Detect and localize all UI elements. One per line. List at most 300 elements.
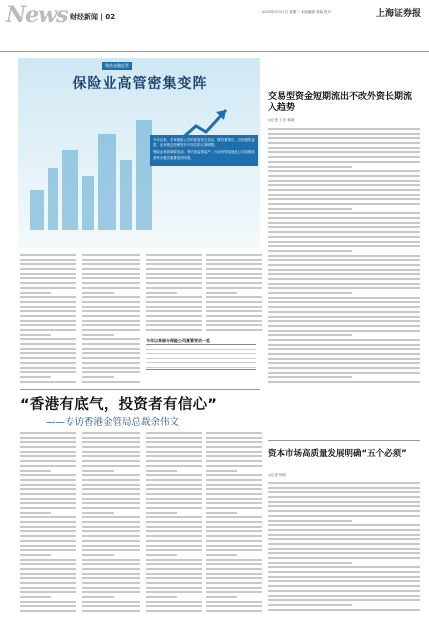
table-title: 今年以来部分保险公司高管变动一览 (146, 338, 210, 343)
story-headline: 资本市场高质量发展明确“五个必须” (268, 449, 407, 459)
text-line (82, 498, 140, 500)
text-line (268, 175, 420, 177)
text-line (82, 367, 140, 369)
masthead-logo: News (6, 2, 68, 28)
text-line (20, 334, 51, 336)
text-line (206, 441, 262, 443)
text-line (82, 605, 140, 607)
text-line (206, 535, 262, 537)
text-line (206, 512, 237, 514)
text-line (20, 320, 76, 322)
text-line (268, 283, 420, 285)
text-line (268, 203, 420, 205)
text-line (82, 493, 140, 495)
text-line (20, 474, 76, 476)
text-line (268, 562, 352, 564)
text-line (82, 545, 140, 547)
text-line (268, 194, 420, 196)
text-line (268, 580, 420, 582)
text-line (268, 264, 420, 266)
text-line (206, 540, 262, 542)
text-line (146, 502, 202, 504)
text-line (82, 320, 140, 322)
text-line (268, 599, 420, 601)
text-line (20, 573, 76, 575)
lead-subheadline: ——专访香港金管局总裁余伟文 (46, 417, 180, 428)
text-line (268, 320, 420, 322)
text-line (146, 488, 202, 490)
text-line (268, 231, 420, 233)
text-line (82, 296, 140, 298)
text-line (268, 184, 420, 186)
text-line (82, 516, 140, 518)
text-line (20, 610, 76, 612)
text-line (20, 292, 51, 294)
text-line (268, 297, 420, 299)
text-line (268, 595, 420, 597)
text-line (20, 512, 51, 514)
text-line (268, 147, 420, 149)
story-body-filler (20, 254, 76, 386)
text-line (268, 538, 420, 540)
text-line (146, 310, 202, 312)
text-line (146, 263, 202, 265)
text-line (268, 609, 420, 611)
text-line (268, 367, 420, 369)
text-line (268, 212, 420, 214)
table-row (146, 363, 256, 368)
text-line (268, 156, 420, 158)
text-line (146, 507, 202, 509)
text-line (146, 610, 202, 612)
newspaper-name: 上海证券报 (375, 9, 421, 19)
text-line (268, 491, 420, 493)
text-line (206, 577, 262, 579)
text-line (268, 330, 420, 332)
text-line (146, 545, 202, 547)
text-line (206, 493, 262, 495)
text-line (268, 269, 420, 271)
text-line (268, 151, 420, 153)
skyline-building (62, 150, 78, 230)
story-body-filler (82, 254, 140, 386)
text-line (206, 530, 262, 532)
story-body-filler (146, 254, 202, 334)
divider (268, 440, 420, 441)
text-line (268, 236, 420, 238)
text-line (206, 605, 262, 607)
text-line (206, 559, 262, 561)
text-line (20, 348, 76, 350)
text-line (146, 292, 177, 294)
text-line (206, 254, 262, 256)
text-line (146, 568, 202, 570)
text-line (206, 306, 262, 308)
text-line (268, 273, 420, 275)
text-line (268, 287, 420, 289)
text-line (82, 273, 140, 275)
text-line (206, 292, 237, 294)
text-line (20, 545, 76, 547)
text-line (20, 446, 76, 448)
text-line (82, 526, 140, 528)
text-line (146, 329, 202, 331)
text-line (82, 559, 140, 561)
text-line (146, 301, 202, 303)
text-line (82, 455, 140, 457)
text-line (268, 259, 420, 261)
text-line (82, 306, 140, 308)
feature-headline: 保险业高管密集变阵 (72, 76, 208, 92)
text-line (268, 566, 420, 568)
text-line (146, 540, 202, 542)
text-line (20, 381, 76, 383)
text-line (20, 526, 76, 528)
text-line (146, 587, 202, 589)
text-line (268, 217, 420, 219)
text-line (268, 245, 420, 247)
text-line (20, 484, 76, 486)
section-label: 财经新闻 | 02 (70, 13, 116, 21)
text-line (206, 455, 262, 457)
text-line (206, 591, 262, 593)
text-line (20, 465, 76, 467)
text-line (268, 529, 420, 531)
text-line (268, 292, 352, 294)
text-line (20, 263, 76, 265)
story-body-filler (146, 432, 202, 618)
text-line (82, 268, 140, 270)
text-line (20, 559, 76, 561)
text-line (20, 470, 51, 472)
text-line (82, 573, 140, 575)
text-line (146, 460, 202, 462)
text-line (146, 277, 202, 279)
text-line (206, 277, 262, 279)
text-line (206, 582, 262, 584)
text-line (82, 329, 140, 331)
text-line (82, 287, 140, 289)
text-line (146, 516, 202, 518)
text-line (20, 479, 76, 481)
text-line (82, 292, 114, 294)
text-line (268, 311, 420, 313)
text-line (146, 563, 202, 565)
text-line (82, 535, 140, 537)
text-line (82, 315, 140, 317)
text-line (20, 460, 76, 462)
text-line (206, 521, 262, 523)
text-line (206, 549, 262, 551)
text-line (20, 371, 76, 373)
text-line (268, 381, 420, 383)
text-line (146, 601, 202, 603)
text-line (268, 255, 420, 257)
dateline: 2020年5月27日 星期三 本版编辑 美编 校对 (262, 10, 332, 14)
text-line (146, 549, 202, 551)
text-line (20, 563, 76, 565)
text-line (268, 142, 420, 144)
text-line (206, 573, 262, 575)
text-line (20, 498, 76, 500)
text-line (206, 301, 262, 303)
story-body-filler (268, 482, 420, 618)
text-line (20, 338, 76, 340)
skyline-building (30, 190, 44, 230)
executive-change-table (146, 344, 256, 370)
text-line (268, 501, 420, 503)
text-line (206, 273, 262, 275)
text-line (20, 352, 76, 354)
text-line (82, 591, 140, 593)
text-line (20, 587, 76, 589)
text-line (82, 352, 140, 354)
text-line (82, 549, 140, 551)
text-line (20, 554, 51, 556)
text-line (82, 451, 140, 453)
text-line (206, 263, 262, 265)
story-body-filler (82, 432, 140, 618)
text-line (20, 441, 76, 443)
text-line (268, 306, 420, 308)
text-line (268, 524, 420, 526)
text-line (146, 259, 202, 261)
text-line (20, 451, 76, 453)
skyline-building (98, 134, 116, 230)
text-line (268, 604, 352, 606)
text-line (146, 493, 202, 495)
text-line (146, 465, 202, 467)
text-line (268, 496, 420, 498)
text-line (268, 482, 420, 484)
text-line (206, 446, 262, 448)
text-line (206, 498, 262, 500)
text-line (206, 484, 262, 486)
text-line (82, 582, 140, 584)
text-line (82, 587, 140, 589)
text-line (146, 479, 202, 481)
text-line (82, 530, 140, 532)
text-line (268, 557, 420, 559)
text-line (206, 507, 262, 509)
text-line (268, 180, 420, 182)
text-line (268, 520, 352, 522)
text-line (206, 432, 262, 434)
text-line (206, 526, 262, 528)
text-line (268, 222, 420, 224)
text-line (268, 585, 420, 587)
text-line (82, 343, 140, 345)
text-line (146, 446, 202, 448)
text-line (268, 250, 352, 252)
text-line (20, 516, 76, 518)
text-line (146, 554, 177, 556)
text-line (268, 353, 420, 355)
text-line (146, 296, 202, 298)
story-body-filler (206, 254, 262, 334)
text-line (20, 568, 76, 570)
text-line (82, 362, 140, 364)
text-line (268, 348, 420, 350)
text-line (268, 339, 420, 341)
text-line (268, 510, 420, 512)
text-line (268, 362, 420, 364)
feature-callout (150, 135, 258, 166)
text-line (268, 278, 420, 280)
text-line (82, 263, 140, 265)
text-line (20, 296, 76, 298)
text-line (268, 590, 420, 592)
text-line (146, 573, 202, 575)
text-line (20, 324, 76, 326)
feature-kicker: 聚焦金融监管 (102, 62, 132, 70)
callout-paragraph: 今年以来，多家保险公司的高管发生变动，既有董事长、总经理的更替，也有副总经理等多个岗位的人事调整。 (153, 138, 255, 148)
text-line (268, 316, 420, 318)
skyline-building (120, 160, 132, 230)
text-line (20, 549, 76, 551)
text-line (206, 596, 237, 598)
text-line (82, 610, 140, 612)
text-line (146, 282, 202, 284)
text-line (206, 587, 262, 589)
text-line (206, 488, 262, 490)
story-byline: ◎记者 王彦 林淑 (268, 118, 295, 122)
text-line (206, 259, 262, 261)
lead-headline: “香港有底气，投资者有信心” (20, 397, 218, 413)
text-line (206, 282, 262, 284)
text-line (146, 474, 202, 476)
text-line (146, 437, 202, 439)
text-line (82, 277, 140, 279)
masthead (0, 0, 429, 52)
text-line (20, 259, 76, 261)
text-line (206, 610, 262, 612)
text-line (82, 502, 140, 504)
text-line (82, 446, 140, 448)
text-line (20, 367, 76, 369)
text-line (20, 540, 76, 542)
text-line (20, 437, 76, 439)
text-line (20, 591, 76, 593)
text-line (20, 530, 76, 532)
text-line (20, 306, 76, 308)
text-line (20, 376, 51, 378)
text-line (82, 371, 140, 373)
text-line (146, 273, 202, 275)
text-line (146, 512, 177, 514)
text-line (82, 460, 140, 462)
text-line (268, 198, 420, 200)
text-line (146, 530, 202, 532)
text-line (146, 432, 202, 434)
text-line (146, 484, 202, 486)
text-line (20, 507, 76, 509)
text-line (146, 605, 202, 607)
text-line (206, 470, 237, 472)
text-line (82, 474, 140, 476)
divider (20, 389, 260, 390)
text-line (146, 306, 202, 308)
text-line (20, 254, 76, 256)
text-line (206, 437, 262, 439)
text-line (206, 545, 262, 547)
text-line (268, 344, 420, 346)
text-line (82, 554, 114, 556)
text-line (206, 320, 262, 322)
text-line (146, 287, 202, 289)
text-line (146, 268, 202, 270)
text-line (146, 582, 202, 584)
text-line (146, 315, 202, 317)
text-line (82, 376, 114, 378)
text-line (82, 521, 140, 523)
text-line (20, 577, 76, 579)
text-line (206, 502, 262, 504)
text-line (20, 582, 76, 584)
text-line (82, 334, 114, 336)
text-line (82, 301, 140, 303)
text-line (206, 465, 262, 467)
text-line (206, 474, 262, 476)
text-line (146, 470, 177, 472)
text-line (82, 282, 140, 284)
text-line (206, 563, 262, 565)
text-line (82, 601, 140, 603)
text-line (20, 502, 76, 504)
text-line (268, 161, 420, 163)
text-line (82, 484, 140, 486)
text-line (146, 441, 202, 443)
text-line (268, 358, 420, 360)
text-line (82, 465, 140, 467)
text-line (20, 282, 76, 284)
text-line (146, 451, 202, 453)
text-line (206, 516, 262, 518)
text-line (146, 591, 202, 593)
text-line (206, 460, 262, 462)
text-line (268, 571, 420, 573)
text-line (206, 315, 262, 317)
story-body-filler (20, 432, 76, 618)
text-line (20, 362, 76, 364)
text-line (82, 512, 114, 514)
text-line (206, 324, 262, 326)
text-line (20, 329, 76, 331)
text-line (20, 268, 76, 270)
text-line (146, 320, 202, 322)
text-line (268, 166, 352, 168)
text-line (146, 577, 202, 579)
text-line (82, 540, 140, 542)
text-line (20, 521, 76, 523)
text-line (82, 437, 140, 439)
text-line (146, 596, 177, 598)
text-line (268, 137, 420, 139)
text-line (20, 343, 76, 345)
text-line (146, 521, 202, 523)
text-line (82, 568, 140, 570)
text-line (268, 515, 420, 517)
text-line (82, 577, 140, 579)
text-line (146, 324, 202, 326)
story-headline: 交易型资金短期流出不改外资长期流入趋势 (268, 92, 413, 113)
story-byline: ◎记者 杨伟 (268, 473, 287, 477)
text-line (20, 287, 76, 289)
text-line (268, 301, 420, 303)
text-line (268, 208, 352, 210)
text-line (20, 310, 76, 312)
text-line (82, 596, 114, 598)
